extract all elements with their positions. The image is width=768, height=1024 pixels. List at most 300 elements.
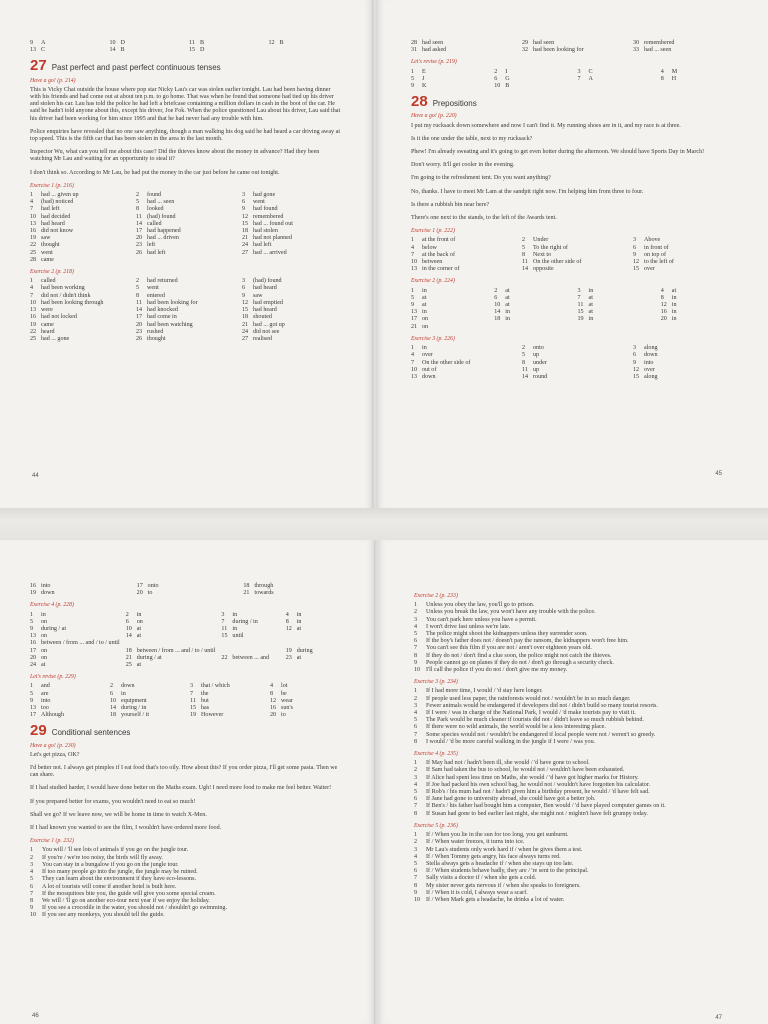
answer-item [136,221,236,228]
answer-number: 14 [109,47,116,54]
answer-text: went [253,199,265,206]
answer-number: 21 [411,323,418,330]
answer-number: 13 [30,220,37,227]
answer-item [221,648,279,655]
page-number: 46 [32,1012,39,1019]
answer-item [242,192,342,199]
paragraph: Police enquiries have revealed that no one saw anything, though a man walking his dog said he had heard a car driving away at top speed. This is the fifth car that has been stolen in the area in the last month. [30,128,341,143]
answer-item [30,626,120,633]
answer-item [633,345,738,352]
page-47 [378,540,768,1024]
answer-text: (had) found [147,213,176,220]
answer-number: 2 [414,695,418,702]
answer-item [136,322,236,329]
answer-item [136,314,236,321]
answer-number: 12 [268,40,275,46]
answer-text: found [147,192,162,199]
answer-number: 8 [414,810,418,817]
answer-number: 8 [136,206,140,213]
answer-sentence [414,602,736,609]
paragraph: I put my rucksack down somewhere and now I can't find it. My running shoes are in it, and my race is at three. [411,122,681,129]
answer-item [221,640,279,647]
answer-number: 16 [30,228,37,235]
exercise-4-answers [30,612,344,670]
answer-sentence [414,767,736,774]
answer-item [286,640,344,647]
answer-item [136,293,236,300]
answer-number: 1 [414,688,418,695]
answer-text: at [296,626,302,633]
answer-text: had returned [147,278,178,285]
answer-item [522,252,627,259]
answer-text: in [671,309,677,316]
answer-text: during / in [232,618,258,625]
answer-item [30,583,131,590]
answer-number: 24 [242,328,249,335]
answer-text: at [588,294,593,301]
answer-item [633,266,738,273]
answer-text: at the back of [422,251,455,258]
answer-number: 6 [30,883,34,890]
answer-text: equipment [121,697,147,704]
answer-number: 5 [30,876,34,883]
answer-text: Although [41,712,65,719]
answer-number: 12 [660,302,667,309]
exercise-3-heading: Exercise 3 (p. 234) [414,679,458,686]
answer-number: 2 [522,237,526,244]
answer-number: 4 [414,781,418,788]
answer-text: rushed [147,328,164,335]
answer-number: 7 [30,206,34,213]
answer-number: 4 [30,285,34,292]
answer-item [578,324,655,331]
answer-text: at the front of [422,237,456,244]
answer-number: 3 [414,846,418,853]
answer-item [242,322,342,329]
answer-number: 11 [136,213,142,220]
answer-number: 2 [414,609,418,616]
answer-text: onto [533,345,544,352]
answer-item [578,69,655,76]
answer-text: If Ben's / his father had bought him a computer, Ben would / 'd have played computer games on it. [426,803,666,810]
answer-text: in [671,316,677,323]
answer-number: 8 [285,618,289,625]
exercise-1-answers [411,237,738,273]
answer-item [411,288,488,295]
page-gap [0,508,768,540]
answer-text: on [422,323,429,330]
answer-number: 2 [30,854,34,861]
answer-text: I'll call the police if you do not / don't give me my money. [426,667,568,674]
answer-text: left [147,242,156,249]
answer-text: had ... given up [41,192,79,199]
answer-item [661,288,738,295]
answer-text: over [422,352,433,359]
answer-text: down [422,373,436,380]
answer-text: had ... gone [41,335,70,342]
answer-text: in [671,294,677,301]
answer-text: in [588,316,594,323]
answer-text: towards [254,590,274,597]
answer-item [661,76,738,83]
answer-item [633,245,738,252]
answer-sentence [414,854,736,861]
answer-number: 21 [125,654,132,661]
answer-item [578,309,655,316]
answer-number: 1 [411,68,415,75]
answer-sentence [414,847,736,854]
answer-number: 7 [577,294,581,301]
answer-number: 5 [414,717,418,724]
answer-number: 27 [242,335,249,342]
answer-item [286,626,344,633]
answer-text: If Jane had gone to university abroad, she could have got a better job. [426,796,596,803]
answer-item [494,69,571,76]
answer-number: 5 [30,618,34,625]
answer-item [221,633,279,640]
unit-29-heading [30,722,344,740]
answer-number: 15 [242,220,249,227]
answer-number: 14 [522,373,529,380]
answer-sentence [414,617,736,624]
answer-text: had left [147,249,166,256]
answer-number: 12 [242,299,249,306]
answer-item [137,583,238,590]
answer-item [411,360,516,367]
answer-item [189,47,263,54]
answer-text: down [644,352,658,359]
answer-text: Fewer animals would be endangered if developers did not / didn't build so many tourist resorts. [426,702,658,709]
answer-text: went [147,285,159,292]
answer-item [136,250,236,257]
answer-text: at [588,309,593,316]
answer-item [411,76,488,83]
answer-number: 4 [285,611,289,618]
have-a-go-text [411,123,738,223]
answer-text: at [41,662,46,669]
lets-revise-answers [30,683,344,719]
answer-number: 6 [125,618,129,625]
answer-item [286,648,344,655]
lets-revise-heading: Let's revise (p. 219) [411,59,457,66]
answer-number: 19 [30,235,37,242]
answer-text: (had) found [253,278,282,285]
answer-item [411,374,516,381]
answer-item [242,206,342,213]
answer-text: I [505,68,508,75]
answer-item [411,83,488,90]
answer-item [221,626,279,633]
answer-number: 18 [125,647,132,654]
answer-item [126,640,216,647]
answer-number: 10 [414,896,421,903]
answer-text: did not / didn't think [41,292,91,299]
answer-number: 11 [577,302,584,309]
answer-text: B [200,40,205,46]
answer-item [494,324,571,331]
answer-text: were [41,307,53,314]
answer-text: out of [422,366,437,373]
answer-sentence [414,883,736,890]
unit-number: 29 [30,722,47,740]
answer-number: 16 [30,583,37,589]
answer-text: remembered [253,213,284,220]
answer-number: 26 [136,249,143,256]
answer-text: remembered [644,40,675,46]
answer-number: 9 [414,889,418,896]
answer-text: during / at [41,626,67,633]
answer-item [136,307,236,314]
answer-item [411,309,488,316]
answer-number: 4 [414,623,418,630]
answer-number: 6 [633,244,637,251]
answer-item [136,278,236,285]
answer-sentence [414,739,736,746]
answer-number: 3 [633,345,637,352]
answer-item [270,712,344,719]
answer-text: saw [41,235,51,242]
answer-text: on [41,633,48,640]
exercise-2-heading: Exercise 2 (p. 218) [30,269,74,276]
answer-number: 9 [30,40,34,46]
answer-number: 9 [30,905,34,912]
answer-text: to [147,590,153,597]
answer-item [270,705,344,712]
answer-text: in [136,611,142,618]
answer-number: 13 [411,373,418,380]
answer-text: had been working [41,285,85,292]
answer-number: 7 [414,803,418,810]
answer-number: 15 [221,633,228,640]
answer-text: If Sam had taken the bus to school, he would not / wouldn't have been exhausted. [426,767,625,774]
answer-item [126,626,216,633]
answer-item [30,250,130,257]
answer-sentence [414,609,736,616]
answer-number: 6 [414,638,418,645]
answer-item [110,712,184,719]
answer-item [136,199,236,206]
paragraph: I'm going to the refreshment tent. Do you want anything? [411,175,551,182]
answer-text: D [200,47,205,54]
answer-number: 10 [411,259,418,266]
answer-number: 7 [30,292,34,299]
answer-item [136,336,236,343]
answer-number: 7 [190,690,194,697]
answer-number: 28 [30,256,37,263]
answer-item [411,367,516,374]
answer-text: B [279,40,284,46]
answer-number: 2 [414,839,418,846]
answer-number: 21 [243,590,250,597]
answer-sentence [414,890,736,897]
answer-number: 4 [414,710,418,717]
answer-item [578,302,655,309]
answer-item [30,683,104,690]
answer-item [633,40,738,47]
answer-item [242,242,342,249]
answer-text: A [41,40,46,46]
answer-text: the [201,690,209,697]
answer-text: in [41,611,46,618]
answer-item [221,655,279,662]
answer-number: 1 [30,278,34,285]
answer-text: and [41,683,50,690]
answer-text: had knocked [147,307,178,314]
answer-item [30,307,130,314]
answer-item [126,619,216,626]
answer-text: If you see any monkeys, you should tell the guide. [42,912,165,919]
answer-number: 6 [494,75,498,82]
answer-number: 14 [494,309,501,316]
answer-number: 3 [242,192,246,199]
answer-text: The police might shoot the kidnappers unless they surrender soon. [426,631,588,638]
answer-number: 9 [411,83,415,90]
answer-text: J [422,75,425,82]
lets-revise-answers [411,69,738,91]
answer-item [633,47,738,54]
answer-number: 20 [136,235,143,242]
answer-item [242,221,342,228]
answer-item [136,228,236,235]
answer-sentence [414,732,736,739]
answer-number: 17 [136,314,143,321]
answer-item [30,329,130,336]
answer-text: had ... seen [644,47,672,54]
answer-text: If you see a crocodile in the water, you should not / shouldn't go swimming. [42,905,227,912]
answer-text: shouted [253,314,272,321]
page-44 [0,0,372,508]
answer-text: If people used less paper, the rainforests would not / wouldn't be in so much danger. [426,695,631,702]
answer-text: thought [41,242,60,249]
answer-text: M [671,68,678,75]
answer-number: 6 [414,868,418,875]
answer-number: 5 [414,789,418,796]
answer-item [30,648,120,655]
answer-sentence [414,624,736,631]
answer-text: had not planned [253,235,292,242]
answer-text: are [41,690,49,697]
answer-number: 14 [136,307,143,314]
page-45 [377,0,768,508]
answer-number: 10 [110,697,117,704]
answer-text: called [41,278,56,285]
have-a-go-text [30,752,344,832]
answer-number: 13 [30,633,37,640]
answer-item [221,619,279,626]
exercise-3-heading: Exercise 3 (p. 226) [411,335,455,342]
answer-item [30,662,120,669]
answer-text: in front of [644,244,669,251]
answer-number: 4 [30,869,34,876]
answer-sentence [414,782,736,789]
answer-number: 18 [494,316,501,323]
answer-text: had emptied [253,299,283,306]
answer-number: 19 [577,316,584,323]
page-46 [0,540,374,1024]
answer-text: Under [533,237,549,244]
have-a-go-heading: Have a go! (p. 230) [30,742,76,749]
answer-item [110,683,184,690]
answer-text: If Joe had packed his own school bag, he would not / wouldn't have forgotten his calculator. [426,781,651,788]
answer-item [30,40,104,47]
answer-text: too [41,705,49,712]
answer-number: 9 [411,302,415,309]
answer-number: 27 [242,249,249,256]
answer-number: 7 [414,875,418,882]
answer-item [30,47,104,54]
answer-number: 2 [414,767,418,774]
answer-item [242,285,342,292]
exercise-5-answers [414,832,736,904]
answer-text: at [136,662,142,669]
answer-item [30,705,104,712]
answer-number: 10 [414,667,421,674]
answer-number: 17 [411,316,418,323]
answer-text: between ... and [232,654,270,661]
answer-number: 11 [221,626,228,633]
answer-item [411,352,516,359]
answer-number: 10 [125,626,132,633]
answer-item [494,83,571,90]
answer-text: had ... seen [147,199,175,206]
answer-number: 7 [30,890,34,897]
answer-number: 11 [522,366,528,373]
answer-sentence [414,660,736,667]
answer-number: 33 [633,47,640,54]
answer-text: in [505,309,510,316]
answer-text: at [588,302,593,309]
answer-text: We will / 'll go on another eco-tour next year if we enjoy the holiday. [42,897,210,904]
answer-sentence [414,688,736,695]
answer-number: 3 [414,702,418,709]
answer-number: 12 [242,213,249,220]
answer-number: 17 [30,647,37,654]
answer-item [411,316,488,323]
answer-item [661,324,738,331]
unit-title: Past perfect and past perfect continuous tenses [51,63,221,73]
answer-text: into [41,697,51,704]
paragraph: If I had studied harder, I would have done better on the Maths exam. Ugh! I need more food to make me feel better. Waiter! [30,785,332,792]
answer-number: 8 [414,882,418,889]
exercise-2-answers [414,602,736,674]
answer-item [30,221,130,228]
answer-text: If / When it is cold, I always wear a scarf. [426,889,528,896]
answer-number: 5 [411,75,415,82]
answer-item [190,683,264,690]
answer-text: did not know [41,228,74,235]
answer-text: through [254,583,274,589]
answer-text: at [671,287,677,294]
answer-text: between / from ... and / to / until [41,640,120,647]
answer-item [242,214,342,221]
lets-revise-heading: Let's revise (p. 229) [30,674,76,681]
answer-number: 17 [136,583,143,589]
answer-text: looked [147,206,164,213]
answer-number: 8 [30,897,34,904]
answer-number: 13 [411,309,418,316]
answer-number: 5 [30,690,34,697]
answer-item [286,633,344,640]
answer-text: On the other side of [422,359,471,366]
answer-sentence [30,891,344,898]
answer-item [286,662,344,669]
answer-text: If Susan had gone to bed earlier last night, she might not / mightn't have felt grumpy today. [426,810,648,817]
answer-item [522,374,627,381]
answer-number: 13 [30,47,37,54]
paragraph: If I had known you wanted to see the film, I wouldn't have ordered more food. [30,825,222,832]
answer-text: They can learn about the environment if they have eco-lessons. [42,876,196,883]
answer-number: 1 [414,760,418,767]
